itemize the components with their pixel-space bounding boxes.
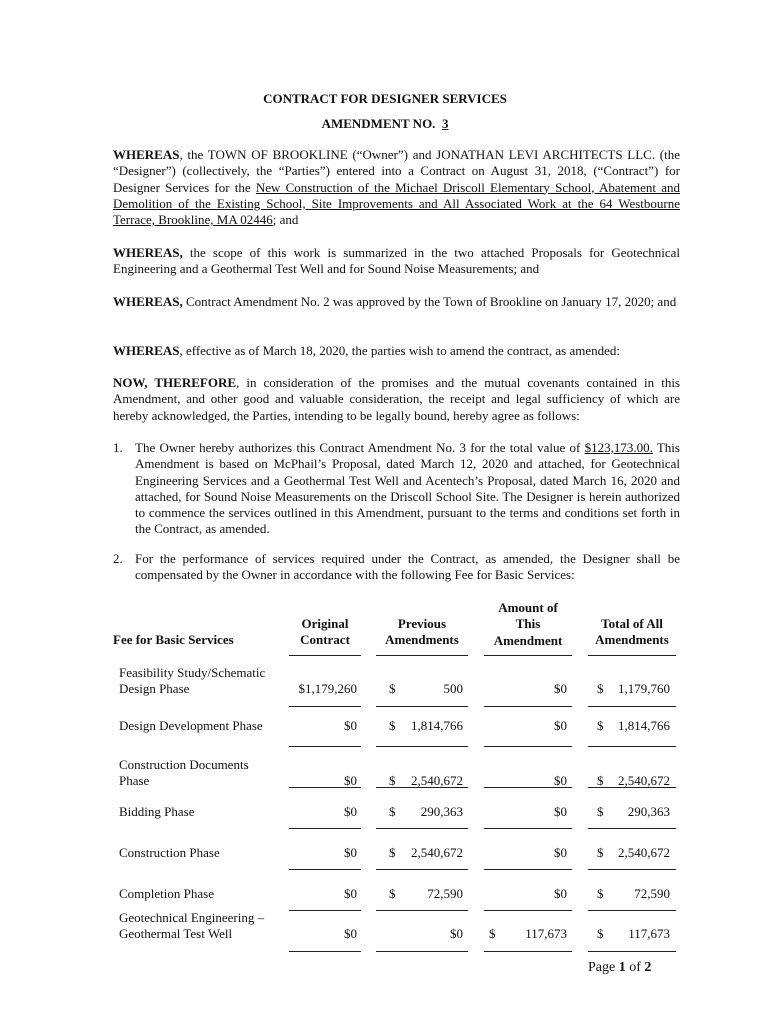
row-2-service-cont: Phase: [119, 773, 150, 788]
document-title: CONTRACT FOR DESIGNER SERVICES: [263, 91, 507, 106]
row-1-total-sign: $: [597, 718, 604, 733]
row-rule: [289, 910, 361, 911]
amendment-heading: [0, 116, 770, 132]
row-rule: [588, 828, 676, 829]
row-rule: [588, 951, 676, 952]
row-rule: [289, 746, 361, 747]
row-6-amendment-sign: $: [489, 926, 496, 941]
row-1-amendment: $0: [554, 718, 567, 733]
row-6-original: $0: [344, 926, 357, 941]
row-rule: [484, 787, 572, 788]
row-rule: [484, 951, 572, 952]
row-4-service: Construction Phase: [119, 845, 220, 860]
row-rule: [376, 787, 468, 788]
row-rule: [484, 869, 572, 870]
row-2-service: Construction Documents: [119, 757, 249, 772]
row-rule: [289, 869, 361, 870]
recital-2: [113, 245, 680, 278]
recital-1-end: ; and: [272, 212, 299, 228]
row-0-service: Feasibility Study/Schematic: [119, 665, 266, 680]
row-4-total: 2,540,672: [618, 845, 670, 860]
row-rule: [588, 746, 676, 747]
clause-2-number: 2.: [113, 551, 123, 566]
recital-2-text: the scope of this work is summarized in the two attached Proposals for Geotechnical Engineering and a Geothermal Test Well and for Sound Noise Measurements; and: [113, 245, 680, 277]
recital-1-lead: WHEREAS: [113, 147, 180, 162]
now-therefore-text: , in consideration of the promises and the mutual covenants contained in this Amendment, and other good and valuable consideration, the receipt and legal sufficiency of which are hereby acknowledged, the Parties, intending to be legally bound, hereby agree as follows:: [113, 375, 680, 423]
row-3-amendment: $0: [554, 804, 567, 819]
row-rule: [289, 787, 361, 788]
row-rule: [376, 746, 468, 747]
row-3-original: $0: [344, 804, 357, 819]
row-2-total: 2,540,672: [618, 773, 670, 788]
header-rule: [588, 655, 676, 656]
header-rule: [376, 655, 468, 656]
row-rule: [376, 869, 468, 870]
row-rule: [484, 910, 572, 911]
row-rule: [588, 869, 676, 870]
row-rule: [376, 951, 468, 952]
row-1-previous: 1,814,766: [411, 718, 463, 733]
row-0-service-cont: Design Phase: [119, 681, 190, 696]
row-1-total: 1,814,766: [618, 718, 670, 733]
row-4-original: $0: [344, 845, 357, 860]
row-5-total: 72,590: [634, 886, 670, 901]
row-6-amendment: 117,673: [525, 926, 567, 941]
clause-1-text-cont: This Amendment is based on McPhail’s Proposal, dated March 12, 2020 and attached, for Geotechnical Engineering Services and a Geothermal Test Well and Acentech’s Proposal, dated March 16, 2020 and attached, for Sound Noise Measurements on the Driscoll School Site. The Designer is herein authorized to commence the services outlined in this Amendment, pursuant to the terms and conditions set forth in the Contract, as amended.: [135, 440, 680, 537]
row-rule: [588, 910, 676, 911]
row-2-total-sign: $: [597, 773, 604, 788]
row-2-amendment: $0: [554, 773, 567, 788]
row-5-service: Completion Phase: [119, 886, 214, 901]
clause-2: [113, 551, 680, 584]
row-6-service-cont: Geothermal Test Well: [119, 926, 233, 941]
row-1-previous-sign: $: [389, 718, 396, 733]
row-0-previous-sign: $: [389, 681, 396, 696]
header-rule: [484, 655, 572, 656]
recital-3: [113, 294, 680, 310]
clause-1-text: The Owner hereby authorizes this Contract Amendment No. 3 for the total value of: [135, 440, 585, 455]
row-3-previous-sign: $: [389, 804, 396, 819]
header-original: Original Contract: [300, 616, 350, 648]
row-6-total-sign: $: [597, 926, 604, 941]
row-3-total-sign: $: [597, 804, 604, 819]
row-6-previous: $0: [450, 926, 463, 941]
row-0-original: $1,179,260: [298, 681, 357, 696]
row-5-original: $0: [344, 886, 357, 901]
row-3-total: 290,363: [627, 804, 670, 819]
header-previous: Previous Amendments: [385, 616, 459, 648]
row-2-previous: 2,540,672: [411, 773, 463, 788]
row-3-service: Bidding Phase: [119, 804, 195, 819]
row-1-original: $0: [344, 718, 357, 733]
row-3-previous: 290,363: [420, 804, 463, 819]
row-0-total: 1,179,760: [618, 681, 670, 696]
row-6-total: 117,673: [628, 926, 670, 941]
recital-1: [113, 147, 680, 228]
amendment-number: 3: [441, 116, 449, 131]
recital-1-text: , the TOWN OF BROOKLINE (“Owner”) and JONATHAN LEVI ARCHITECTS LLC. (the “Designer”) (collectively, the “Parties”) entered into a Contract on August 31, 2018, (“Contract”) for Designer Services for the: [113, 147, 680, 195]
row-4-previous-sign: $: [389, 845, 396, 860]
page-number: Page 1 of 2: [588, 960, 652, 975]
row-5-previous-sign: $: [389, 886, 396, 901]
recital-3-text: Contract Amendment No. 2 was approved by the Town of Brookline on January 17, 2020; and: [182, 294, 677, 309]
row-rule: [289, 828, 361, 829]
row-2-original: $0: [344, 773, 357, 788]
row-0-total-sign: $: [597, 681, 604, 696]
clause-1: [113, 440, 680, 538]
row-5-amendment: $0: [554, 886, 567, 901]
row-5-total-sign: $: [597, 886, 604, 901]
header-service: Fee for Basic Services: [113, 632, 234, 647]
row-4-previous: 2,540,672: [411, 845, 463, 860]
row-5-previous: 72,590: [427, 886, 463, 901]
row-rule: [289, 951, 361, 952]
project-description: New Construction of the Michael Driscoll Elementary School, Abatement and Demolition of the Existing School, Site Improvements and All Associated Work at the 64 Westbourne Terrace, Brookline, MA 02446: [113, 179, 681, 228]
recital-4: [113, 343, 680, 359]
amendment-prefix: AMENDMENT NO.: [321, 116, 436, 131]
row-rule: [376, 706, 468, 707]
header-rule: [289, 655, 361, 656]
recital-4-lead: WHEREAS: [113, 343, 180, 358]
row-rule: [484, 706, 572, 707]
total-value: $123,173.00.: [584, 440, 653, 455]
row-6-service: Geotechnical Engineering –: [119, 910, 265, 925]
row-0-amendment: $0: [554, 681, 567, 696]
row-4-amendment: $0: [554, 845, 567, 860]
row-rule: [484, 828, 572, 829]
header-this-amendment: Amount of This Amendment: [493, 600, 563, 648]
row-1-service: Design Development Phase: [119, 718, 263, 733]
row-rule: [376, 828, 468, 829]
row-rule: [289, 706, 361, 707]
row-4-total-sign: $: [597, 845, 604, 860]
row-0-previous: 500: [443, 681, 463, 696]
row-rule: [588, 706, 676, 707]
row-rule: [588, 787, 676, 788]
clause-1-number: 1.: [113, 440, 123, 455]
row-2-previous-sign: $: [389, 773, 396, 788]
header-total: Total of All Amendments: [595, 616, 669, 648]
now-therefore-lead: NOW, THEREFORE: [113, 375, 237, 390]
recital-4-text: , effective as of March 18, 2020, the parties wish to amend the contract, as amended:: [179, 343, 620, 358]
row-rule: [484, 746, 572, 747]
now-therefore: [113, 375, 680, 424]
recital-2-lead: WHEREAS,: [113, 245, 183, 260]
row-rule: [376, 910, 468, 911]
clause-2-text: For the performance of services required under the Contract, as amended, the Designer shall be compensated by the Owner in accordance with the following Fee for Basic Services:: [135, 551, 680, 583]
recital-3-lead: WHEREAS,: [113, 294, 183, 309]
